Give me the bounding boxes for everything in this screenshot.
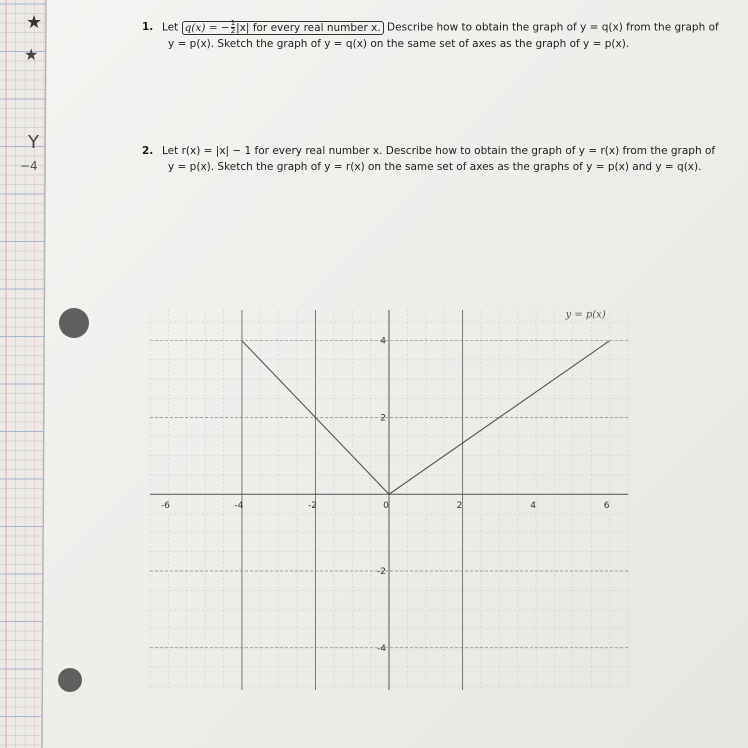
math-expr: |x| (236, 21, 250, 34)
question-1-line-2: y = p(x). Sketch the graph of y = q(x) on the same set of axes as the graph of y = p(x). (168, 38, 630, 50)
margin-mark: −4 (20, 159, 38, 173)
x-tick-label: -2 (307, 501, 317, 512)
boxed-definition (182, 21, 384, 35)
margin-mark: ★ (26, 12, 43, 33)
y-tick-label: 2 (380, 413, 386, 424)
question-number: 1. (142, 21, 154, 33)
x-tick-label: -4 (234, 501, 244, 512)
question-2-line-1: Let r(x) = |x| − 1 for every real number x. Describe how to obtain the graph of y = r(x) from the graph of (162, 145, 716, 157)
question-1 (142, 19, 719, 54)
x-tick-label: 4 (530, 501, 536, 512)
punch-hole (59, 308, 89, 338)
x-tick-label: 6 (603, 501, 610, 512)
x-tick-label: 0 (383, 501, 389, 512)
punch-hole (58, 668, 82, 692)
margin-mark: ★ (24, 45, 39, 64)
fraction-denominator: 2 (230, 27, 236, 35)
question-2 (142, 144, 716, 178)
text: for every real number x. (252, 21, 381, 34)
y-tick-label: -4 (377, 643, 386, 654)
math-expr: q(x) = − (184, 21, 230, 34)
question-number: 2. (142, 145, 154, 157)
x-tick-label: -6 (160, 501, 170, 512)
margin-mark: Y (28, 132, 39, 153)
text: Let (162, 21, 179, 34)
fraction-numerator: 1 (230, 19, 236, 27)
worksheet-paper (42, 0, 748, 748)
curve-label: y = p(x) (565, 309, 606, 321)
question-2-line-2: y = p(x). Sketch the graph of y = r(x) on the same set of axes as the graphs of y = p(x) and y = q(x). (168, 161, 702, 173)
fraction (231, 20, 235, 35)
x-tick-label: 2 (456, 501, 463, 512)
y-tick-label: -2 (377, 567, 386, 578)
y-tick-label: 4 (380, 336, 386, 347)
text: Describe how to obtain the graph of y = q(x) from the graph of (387, 21, 719, 34)
question-1-line-1 (162, 20, 719, 35)
